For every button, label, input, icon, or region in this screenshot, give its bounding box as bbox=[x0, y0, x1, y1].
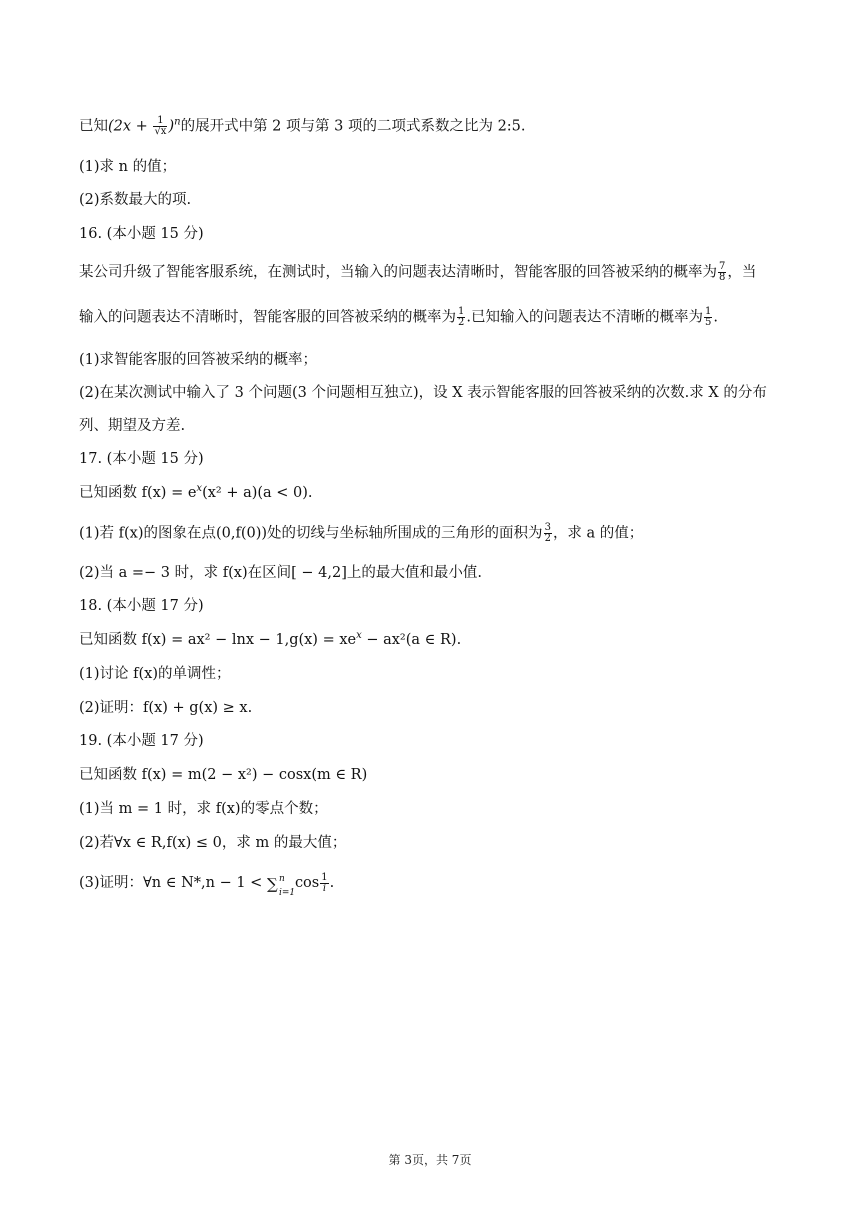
q18-stem bbox=[79, 630, 784, 650]
q19-part3 bbox=[79, 871, 784, 898]
q16-frac3-num: 1 bbox=[704, 306, 712, 317]
q15-part1: (1)求 n 的值； bbox=[79, 159, 177, 175]
q15-part2: (2)系数最大的项. bbox=[79, 192, 192, 208]
q17-part1-frac-den: 2 bbox=[544, 533, 551, 544]
q16-line1-tail: ，当 bbox=[727, 264, 757, 281]
q17-part2: (2)当 a =− 3 时，求 f(x)在区间[ − 4,2]上的最大值和最小值. bbox=[79, 565, 482, 581]
q17-part1 bbox=[79, 523, 784, 544]
q17-part1-fraction bbox=[544, 523, 552, 544]
q18-heading: 18. (本小题 17 分) bbox=[79, 598, 204, 614]
q15-intro bbox=[79, 116, 784, 137]
q16-frac3 bbox=[704, 307, 712, 328]
q18-part2: (2)证明：f(x) + g(x) ≥ x. bbox=[79, 700, 253, 716]
q18-stem-exponent: x bbox=[356, 630, 362, 642]
q16-frac1-den: 8 bbox=[719, 272, 726, 283]
q18-stem-tail: − ax²(a ∈ R). bbox=[361, 632, 462, 648]
q16-line2-tail: . bbox=[713, 309, 718, 326]
q19-part3-cos: cos bbox=[294, 875, 320, 891]
q17-stem-exponent: x bbox=[196, 483, 203, 495]
q16-part2-line2: 列、期望及方差. bbox=[79, 418, 186, 434]
q16-part1: (1)求智能客服的回答被采纳的概率； bbox=[79, 352, 318, 368]
q17-heading: 17. (本小题 15 分) bbox=[79, 451, 204, 467]
q19-part3-fraction bbox=[320, 873, 328, 894]
q16-frac3-den: 5 bbox=[704, 317, 712, 328]
sum-upper-limit: n bbox=[278, 874, 285, 884]
q17-stem-tail: (x² + a)(a < 0). bbox=[202, 485, 313, 501]
q16-line2-text: 输入的问题表达不清晰时，智能客服的回答被采纳的概率为 bbox=[79, 309, 456, 326]
q16-part2-line1: (2)在某次测试中输入了 3 个问题(3 个问题相互独立)，设 X 表示智能客服的回答被采纳的次数.求 X 的分布 bbox=[79, 385, 767, 401]
q19-part3-frac-den: i bbox=[322, 882, 327, 894]
q16-frac1 bbox=[718, 262, 726, 283]
q19-stem: 已知函数 f(x) = m(2 − x²) − cosx(m ∈ R) bbox=[79, 767, 368, 783]
q15-intro-exponent: n bbox=[174, 116, 181, 128]
q19-part3-tail: . bbox=[329, 875, 335, 891]
summation-symbol bbox=[266, 872, 296, 898]
q17-part1-text: (1)若 f(x)的图象在点(0,f(0))处的切线与坐标轴所围成的三角形的面积为 bbox=[79, 525, 543, 542]
sigma-icon: ∑ bbox=[266, 875, 278, 893]
q15-intro-fraction bbox=[153, 116, 167, 137]
q19-heading: 19. (本小题 17 分) bbox=[79, 733, 204, 749]
q16-frac2-den: 2 bbox=[458, 317, 465, 328]
q17-part1-tail: ，求 a 的值； bbox=[552, 525, 644, 542]
q16-stem-line2 bbox=[79, 307, 784, 328]
q15-intro-prefix: 已知 bbox=[79, 118, 108, 135]
q18-part1: (1)讨论 f(x)的单调性； bbox=[79, 666, 231, 682]
q16-line1-text: 某公司升级了智能客服系统，在测试时，当输入的问题表达清晰时，智能客服的回答被采纳的概率为 bbox=[79, 264, 717, 281]
q15-intro-expr-close: ) bbox=[168, 118, 175, 135]
q17-stem-text: 已知函数 f(x) = e bbox=[79, 485, 197, 501]
q16-frac2-num: 1 bbox=[458, 306, 465, 317]
q15-intro-frac-num: 1 bbox=[153, 116, 167, 127]
q15-intro-expr: (2x + bbox=[108, 118, 153, 135]
q15-intro-frac-den: √x bbox=[154, 126, 167, 137]
q17-part1-frac-num: 3 bbox=[544, 522, 551, 533]
q18-stem-text: 已知函数 f(x) = ax² − lnx − 1,g(x) = xe bbox=[79, 632, 357, 648]
q19-part3-frac-num: 1 bbox=[321, 871, 328, 883]
sum-lower-limit: i=1 bbox=[278, 888, 296, 898]
q15-intro-suffix: 的展开式中第 2 项与第 3 项的二项式系数之比为 2:5. bbox=[180, 118, 526, 135]
q16-frac2 bbox=[457, 307, 465, 328]
q19-part3-prefix: (3)证明：∀n ∈ N*,n − 1 < bbox=[79, 875, 267, 891]
q16-heading: 16. (本小题 15 分) bbox=[79, 226, 204, 242]
q16-line2-mid: .已知输入的问题表达不清晰的概率为 bbox=[466, 309, 703, 326]
q19-part2: (2)若∀x ∈ R,f(x) ≤ 0，求 m 的最大值； bbox=[79, 835, 347, 851]
q16-stem-line1 bbox=[79, 262, 784, 283]
q17-stem bbox=[79, 483, 784, 503]
page-number-footer: 第 3页，共 7页 bbox=[388, 1153, 472, 1167]
q16-frac1-num: 7 bbox=[719, 261, 726, 272]
q19-part1: (1)当 m = 1 时，求 f(x)的零点个数； bbox=[79, 801, 328, 817]
